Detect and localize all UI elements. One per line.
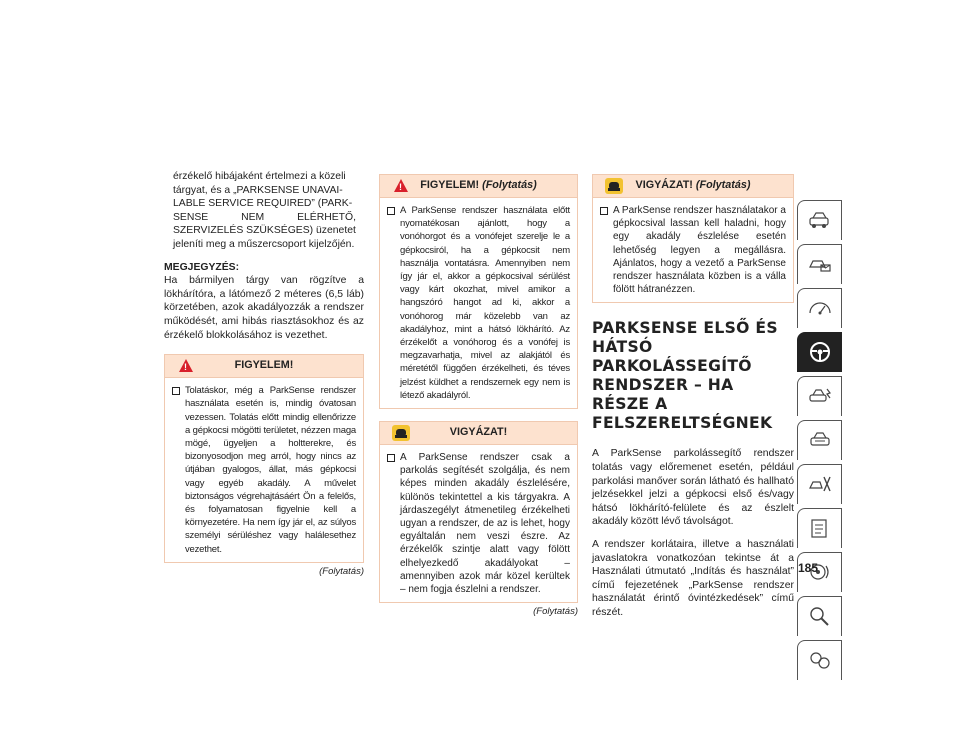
- tab-dashboard[interactable]: [797, 288, 842, 328]
- chapter-tabs: [797, 200, 842, 684]
- section-paragraph: A ParkSense parkolássegítő rendszer tolatás vagy előremenet esetén, például parkolási manőver során látható és hallható jelzésekkel jelzi a gépkocsi első és/vagy hátsó lökhárító-felülete és az észlelt akadály között lévő távolságot.: [592, 448, 794, 528]
- caution-continued-label: (Folytatás): [695, 179, 751, 192]
- tab-car-service[interactable]: [797, 420, 842, 460]
- caution-text: A ParkSense rendszer használatakor a gépkocsival lassan kell haladni, hogy egy akadály észlelése esetén lehetőség legyen a megállásra. Ajánlatos, hogy a vezető a ParkSense rendszer használata közben is a válla fölött hátranézzen.: [613, 205, 786, 296]
- warning-title: FIGYELEM!: [234, 359, 294, 372]
- caution-box: [379, 421, 578, 603]
- note-text: Ha bármilyen tárgy van rögzítve a lökhárítóra, a látómező 2 méteres (6,5 láb) körzetében, azok akadályozzák a rendszer működését, ami hibás riasztásokhoz és az érzékelő blokkolásához is vezethet.: [164, 275, 364, 341]
- continued-label: (Folytatás): [319, 565, 364, 577]
- bullet-square-icon: [387, 454, 395, 462]
- warning-continued-label: (Folytatás): [482, 179, 537, 192]
- intro-text: [164, 170, 364, 252]
- tab-car-key[interactable]: [797, 244, 842, 284]
- column-middle: [379, 174, 578, 619]
- intro-line: SENSE NEM ELÉRHETŐ,: [173, 211, 356, 223]
- warning-box: [164, 354, 364, 563]
- caution-text: A ParkSense rendszer csak a parkolás segítését szolgálja, és nem képes minden akadály észlelésére, különös tekintettel a kis tárgyakra. A járdaszegélyt átmenetileg érzékelheti ugyan a rendszer, de az is lehet, hogy egyáltalán nem veszi észre. Az érzékelők szintje alatt vagy fölött elhelyezkedő akadályokat – amennyiben azok már közel kerültek – nem fogja észlelni a rendszer.: [400, 452, 570, 596]
- warning-box-header: [165, 355, 363, 378]
- search-index-icon: [807, 605, 833, 627]
- column-right: [592, 174, 794, 629]
- caution-car-icon: [605, 178, 623, 194]
- tab-specifications[interactable]: [797, 508, 842, 548]
- section-paragraph: A rendszer korlátaira, illetve a használati javaslatokra vonatkozóan tekintse át a Használati útmutató „Indítás és használat” című fejezetének „ParkSense rendszer használatát érintő óvintézkedések” című részét.: [592, 538, 794, 618]
- car-crash-icon: [807, 385, 833, 407]
- warning-text: Tolatáskor, még a ParkSense rendszer használata esetén is, mindig óvatosan vezessen. Tolatás előtt mindig ellenőrizze a gépkocsi mögötti területet, nézzen maga mögé, ügyeljen a holtterekre, és bizonyosodjon meg arról, hogy nincs az útjában gyalogos, állat, más gépkocsi vagy egyéb akadály. A művelet biztonságos végrehajtásáért Ön a felelős, és folyamatosan figyelnie kell a környezetére. Ha nem így jár el, az súlyos személyi sérüléshez vagy halálesethez vezethet.: [185, 385, 356, 555]
- caution-box-header: [380, 422, 577, 445]
- warning-triangle-icon: [394, 179, 408, 192]
- caution-title: VIGYÁZAT!: [635, 179, 693, 192]
- caution-box-header: [593, 175, 793, 198]
- warning-title: FIGYELEM!: [420, 179, 480, 192]
- caution-car-icon: [392, 425, 410, 441]
- page-number: 185: [798, 561, 819, 575]
- continued-label: (Folytatás): [533, 606, 578, 618]
- car-info-icon: [807, 209, 833, 231]
- warning-box-header: [380, 175, 577, 198]
- tab-car-info[interactable]: [797, 200, 842, 240]
- intro-line: érzékelő hibájaként értelmezi a közeli: [173, 171, 346, 182]
- tab-car-crash[interactable]: [797, 376, 842, 416]
- car-service-icon: [807, 429, 833, 451]
- bullet-square-icon: [387, 207, 395, 215]
- language-icon: [807, 649, 833, 671]
- warning-box-continued: [379, 174, 578, 409]
- caution-box-continued: [592, 174, 794, 303]
- bullet-square-icon: [172, 387, 180, 395]
- intro-line: SZERVIZELÉS SZÜKSÉGES) üzenetet: [173, 225, 356, 237]
- warning-text: A ParkSense rendszer használata előtt nyomatékosan ajánlott, hogy a vonóhorgot és a vonófejet szerelje le a gépkocsiról, ha a gépkocsit nem használja vontatásra. Amennyiben nem így jár el, akkor a gépkocsival sérülést vagy kárt okozhat, mivel amikor a hangszóró hangot ad ki, akkor a vonóhorog már közelebb van az akadályhoz, mint a hátsó lökhárító. Az érzékelőt a vonóhorog és a vonófej is megzavarhatja, mivel az alakjától és méretétől függően érzékelheti, és téves jelzést küldhet a rendszernek egy nem is létező akadályról.: [400, 205, 570, 401]
- column-left: [164, 170, 364, 578]
- warning-box-body: [165, 378, 363, 562]
- warning-box-body: [380, 198, 577, 408]
- dashboard-tools-icon: [807, 297, 833, 319]
- caution-box-body: [380, 445, 577, 602]
- tab-steering-wheel[interactable]: [797, 332, 842, 372]
- specifications-list-icon: [807, 517, 833, 539]
- tab-language[interactable]: [797, 640, 842, 680]
- car-tools-icon: [807, 473, 833, 495]
- section-title: PARKSENSE ELSŐ ÉS HÁTSÓ PARKOLÁSSEGÍTŐ RENDSZER – HA RÉSZE A FELSZERELTSÉGNEK: [592, 319, 778, 433]
- tab-car-tools[interactable]: [797, 464, 842, 504]
- intro-line: tárgyat, és a „PARKSENSE UNAVAI-: [173, 184, 343, 196]
- bullet-square-icon: [600, 207, 608, 215]
- tab-search-index[interactable]: [797, 596, 842, 636]
- car-key-icon: [807, 253, 833, 275]
- caution-title: VIGYÁZAT!: [449, 426, 508, 439]
- intro-line: LABLE SERVICE REQUIRED” (PARK-: [173, 198, 353, 210]
- note-title: MEGJEGYZÉS:: [164, 261, 240, 273]
- warning-triangle-icon: [179, 359, 193, 372]
- intro-line: jeleníti meg a műszercsoport kijelzőjén.: [173, 238, 355, 250]
- steering-wheel-icon: [807, 341, 833, 363]
- caution-box-body: [593, 198, 793, 302]
